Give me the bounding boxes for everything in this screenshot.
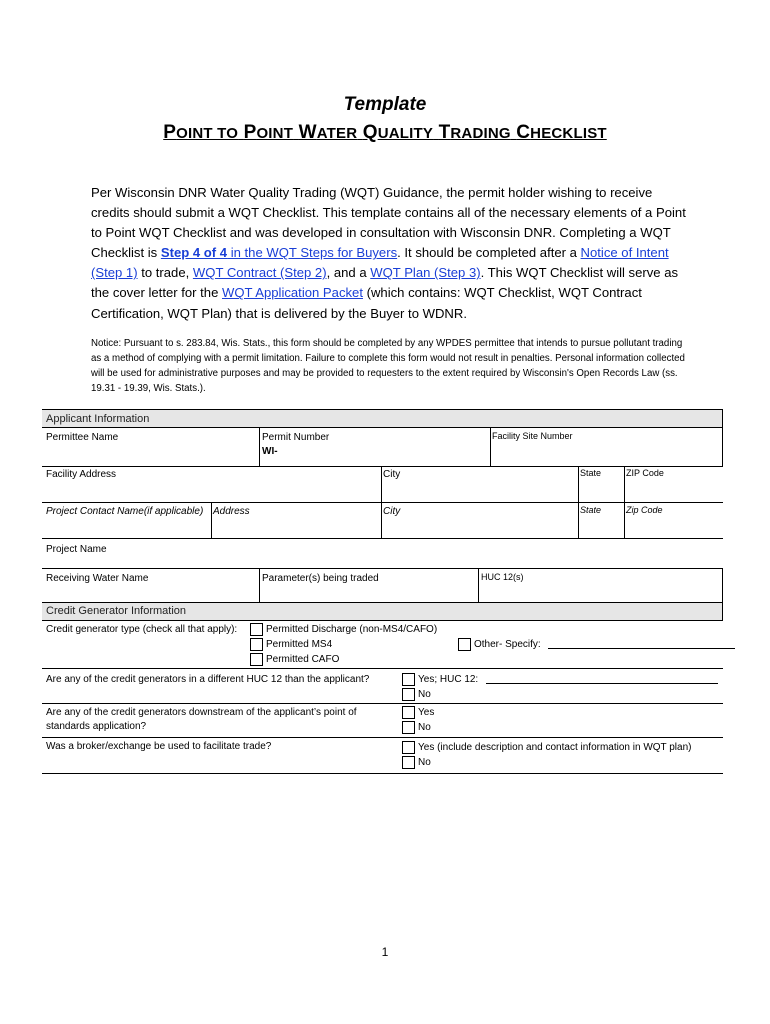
privacy-notice: Notice: Pursuant to s. 283.84, Wis. Stats., this form should be completed by any WPDES permittee that intends to pursue pollutant trading as a method of complying with a permit limitation. Failure to complete this form would not result in penalties. Personal information collected will be used for administrative purposes and may be provided to requesters to the extent required by Wisconsin's Open Records Law (ss. 19.31 - 19.39, Wis. Stats.).	[91, 338, 685, 394]
rule	[490, 427, 491, 466]
intro-text-1: Per Wisconsin DNR Water Quality Trading (WQT) Guidance, the permit holder wishing to receive credits should submit a WQT Checklist. This template contains all of the necessary elements of a Point to Point WQT Checklist and was developed in consultation with Wisconsin DNR. Completing a WQT Checklist is	[91, 185, 686, 261]
title-cap-q: Q	[362, 122, 378, 143]
rule	[42, 668, 723, 669]
permitted-cafo-label: Permitted CAFO	[266, 654, 340, 665]
rule	[624, 502, 625, 538]
rule	[42, 427, 723, 428]
receiving-water-label: Receiving Water Name	[46, 573, 149, 584]
huc12-no-checkbox[interactable]	[402, 688, 415, 701]
permit-number-prefix: WI-	[262, 446, 278, 457]
notice-of-intent-link[interactable]: Notice of Intent (Step 1)	[91, 245, 669, 281]
other-specify-field[interactable]	[548, 648, 735, 649]
question-broker-label: Was a broker/exchange be used to facilitate trade?	[46, 741, 272, 752]
step4-link-bold[interactable]: Step 4 of 4	[160, 245, 228, 261]
rule	[259, 427, 260, 466]
broker-yes-label: Yes (include description and contact information in WQT plan)	[418, 742, 692, 753]
permittee-name-label: Permittee Name	[46, 432, 119, 443]
document-title	[0, 122, 770, 144]
title-word-checklist: HECKLIST	[530, 125, 607, 142]
project-contact-label: Project Contact Name(if applicable)	[46, 506, 204, 517]
rule	[722, 427, 723, 466]
huc12-yes-label: Yes; HUC 12:	[418, 674, 479, 685]
rule	[381, 466, 382, 502]
downstream-no-checkbox[interactable]	[402, 721, 415, 734]
intro-text-2: . It should be completed after a	[397, 245, 581, 261]
title-cap-p1: P	[163, 122, 177, 143]
question-downstream-label-2: standards application?	[46, 721, 147, 732]
downstream-yes-label: Yes	[418, 707, 435, 718]
template-subtitle: Template	[343, 94, 427, 115]
huc12-yes-checkbox[interactable]	[402, 673, 415, 686]
title-underline-wrap	[163, 122, 607, 143]
zip-code-label: ZIP Code	[626, 468, 664, 478]
rule	[381, 502, 382, 538]
rule	[42, 538, 723, 539]
intro-text-6: (which contains: WQT Checklist, WQT Contract Certification, WQT Plan) that is delivered by the Buyer to WDNR.	[91, 285, 642, 321]
rule	[211, 502, 212, 538]
title-cap-w: W	[298, 122, 317, 143]
permitted-cafo-checkbox[interactable]	[250, 653, 263, 666]
rule	[722, 568, 723, 602]
intro-text-3: to trade,	[137, 265, 193, 281]
other-specify-label: Other- Specify:	[474, 639, 541, 650]
step4-link[interactable]	[161, 245, 397, 260]
title-cap-t: T	[438, 122, 451, 143]
rule	[42, 773, 723, 774]
generator-type-label: Credit generator type (check all that apply):	[46, 624, 238, 635]
other-checkbox[interactable]	[458, 638, 471, 651]
city-label: City	[383, 469, 401, 480]
rule	[42, 703, 723, 704]
title-word-water: ATER	[316, 125, 358, 142]
huc12-no-label: No	[418, 689, 431, 700]
broker-yes-checkbox[interactable]	[402, 741, 415, 754]
rule	[42, 602, 723, 603]
downstream-no-label: No	[418, 722, 431, 733]
intro-text-5: . This WQT Checklist will serve as the cover letter for the	[91, 265, 679, 301]
wqt-contract-link[interactable]: WQT Contract (Step 2)	[192, 265, 327, 281]
downstream-yes-checkbox[interactable]	[402, 706, 415, 719]
zip-code-label-2: Zip Code	[626, 505, 663, 515]
rule	[578, 466, 579, 502]
rule	[42, 620, 723, 621]
question-downstream-label-1: Are any of the credit generators downstream of the applicant’s point of	[46, 707, 357, 718]
address-label: Address	[213, 506, 250, 517]
intro-text-4: , and a	[326, 265, 371, 281]
huc12-label: HUC 12(s)	[481, 572, 524, 582]
title-word-quality: UALITY	[377, 125, 434, 142]
huc12-field[interactable]	[486, 683, 718, 684]
rule	[42, 737, 723, 738]
title-word-trading: RADING	[450, 125, 511, 142]
title-word-point: OINT	[256, 125, 294, 142]
permitted-discharge-checkbox[interactable]	[250, 623, 263, 636]
rule	[578, 502, 579, 538]
rule	[42, 409, 723, 410]
wqt-plan-link[interactable]: WQT Plan (Step 3)	[370, 265, 481, 281]
question-huc12-label: Are any of the credit generators in a different HUC 12 than the applicant?	[46, 674, 370, 685]
applicant-section-title: Applicant Information	[46, 413, 150, 425]
generator-section-title: Credit Generator Information	[46, 605, 187, 617]
state-label: State	[580, 468, 602, 478]
title-cap-p2: P	[243, 122, 257, 143]
permitted-discharge-label: Permitted Discharge (non-MS4/CAFO)	[266, 624, 438, 635]
broker-no-checkbox[interactable]	[402, 756, 415, 769]
intro-paragraph	[91, 183, 691, 324]
rule	[722, 409, 723, 427]
rule	[478, 568, 479, 602]
title-cap-c: C	[516, 122, 531, 143]
state-label-2: State	[580, 505, 602, 515]
permit-number-label: Permit Number	[262, 432, 330, 443]
rule	[42, 502, 723, 503]
parameters-label: Parameter(s) being traded	[262, 573, 379, 584]
rule	[42, 568, 723, 569]
facility-site-number-label: Facility Site Number	[492, 431, 573, 441]
title-word-point-to: OINT TO	[176, 125, 239, 142]
permitted-ms4-label: Permitted MS4	[266, 639, 333, 650]
rule	[42, 466, 723, 467]
rule	[624, 466, 625, 502]
page-number: 1	[381, 945, 389, 959]
step4-link-rest[interactable]: in the WQT Steps for Buyers	[227, 245, 398, 261]
broker-no-label: No	[418, 757, 431, 768]
project-name-label: Project Name	[46, 544, 107, 555]
rule	[259, 568, 260, 602]
city-label-2: City	[383, 506, 401, 517]
rule	[722, 602, 723, 620]
permitted-ms4-checkbox[interactable]	[250, 638, 263, 651]
wqt-application-packet-link[interactable]: WQT Application Packet	[222, 285, 363, 301]
facility-address-label: Facility Address	[46, 469, 117, 480]
